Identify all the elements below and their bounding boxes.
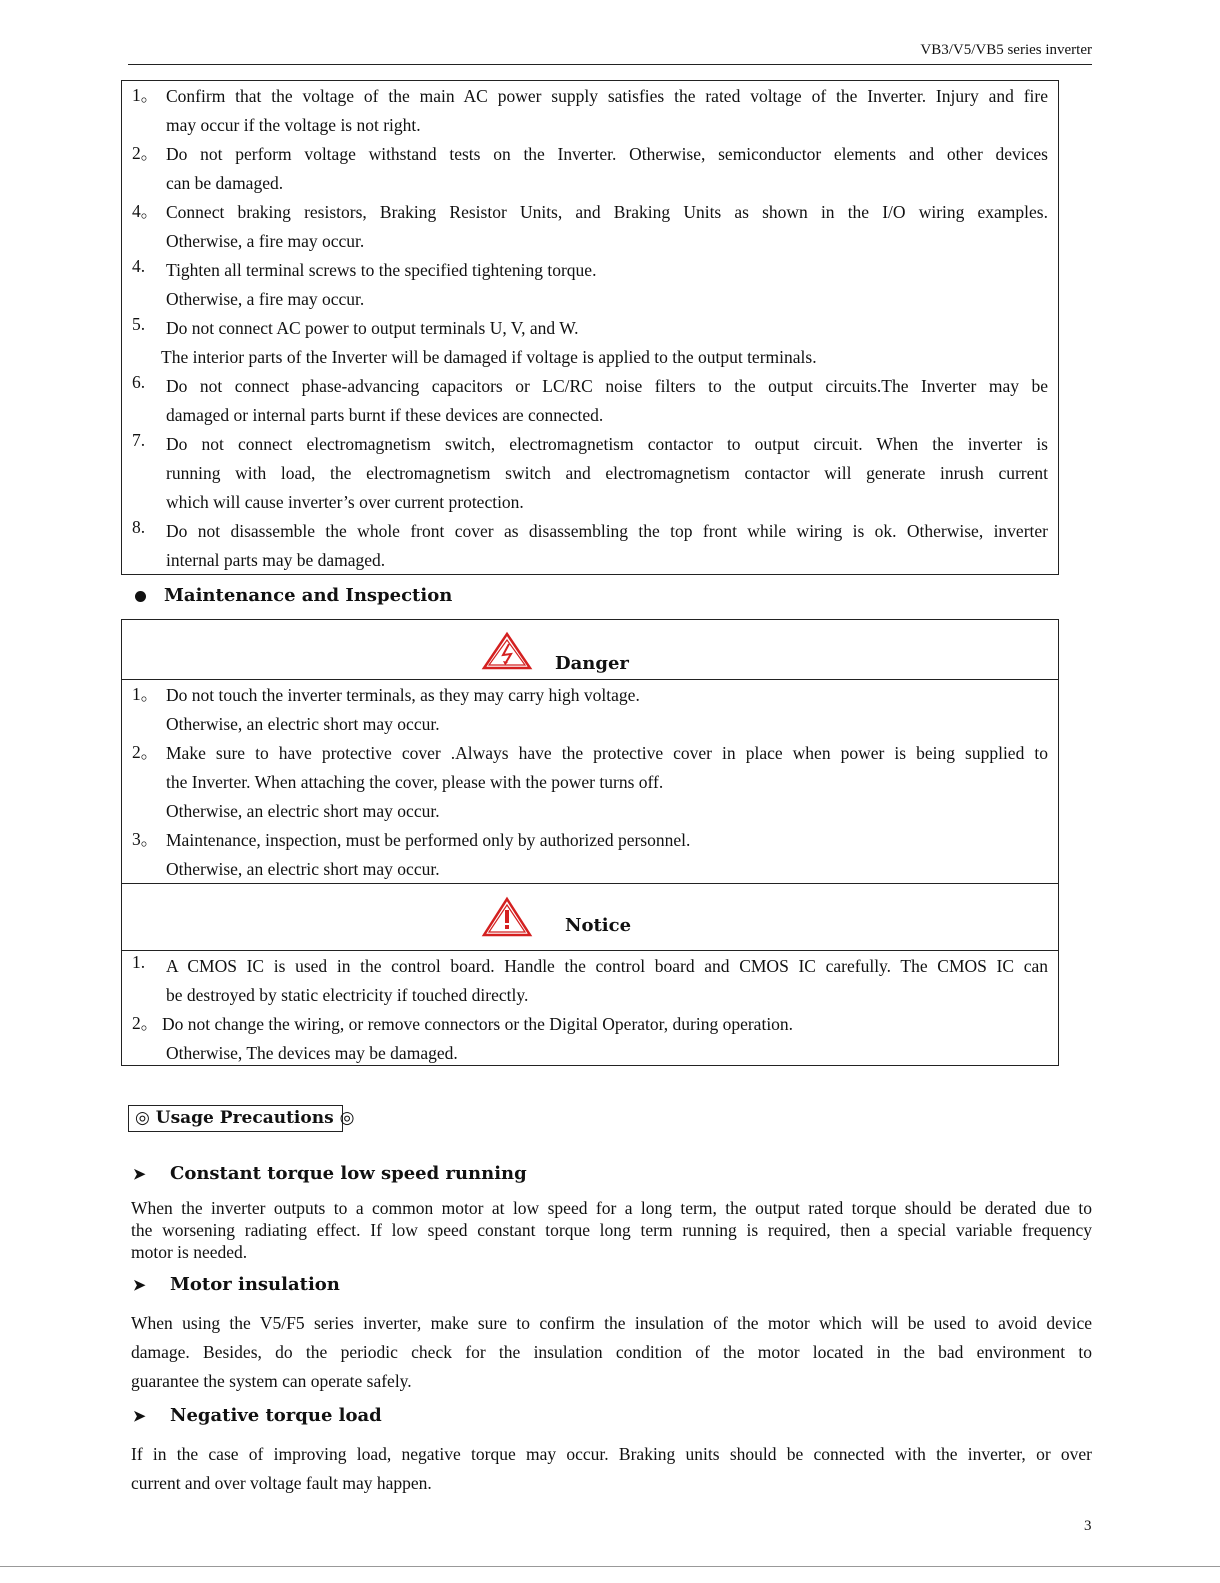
item-line: may occur if the voltage is not right.	[166, 115, 421, 135]
danger-title: Danger	[555, 653, 629, 674]
item-line: Tighten all terminal screws to the specified tightening torque.	[166, 260, 597, 280]
item-line: Do not perform voltage withstand tests on the Inverter. Otherwise, semiconductor elements and other devices	[166, 144, 1048, 164]
item-number: 1。	[132, 85, 159, 105]
item-line: A CMOS IC is used in the control board. Handle the control board and CMOS IC carefully. The CMOS IC can	[166, 956, 1048, 976]
section-heading: Maintenance and Inspection	[164, 585, 453, 606]
section-title: Negative torque load	[170, 1405, 382, 1426]
paragraph-line: guarantee the system can operate safely.	[131, 1371, 412, 1391]
item-number: 7.	[132, 430, 146, 450]
item-line: Otherwise, a fire may occur.	[166, 231, 365, 251]
paragraph	[131, 1309, 1092, 1396]
list-item	[122, 140, 1048, 198]
page-number: 3	[1084, 1518, 1092, 1534]
list-item	[122, 739, 1048, 826]
item-number: 2。	[132, 742, 159, 762]
section-title: Motor insulation	[170, 1274, 340, 1295]
list-item	[122, 343, 1048, 372]
paragraph-line: current and over voltage fault may happen.	[131, 1473, 432, 1493]
item-line: Do not connect electromagnetism switch, electromagnetism contactor to output circuit. When the inverter is	[166, 434, 1048, 454]
wiring-warning-box	[121, 80, 1059, 575]
section-heading	[133, 1405, 382, 1426]
arrowhead-icon: ➤	[133, 1276, 146, 1294]
lightning-warning-triangle-icon	[481, 631, 533, 671]
paragraph-line: When the inverter outputs to a common motor at low speed for a long term, the output rated torque should be derated due to	[131, 1198, 1092, 1218]
item-number: 1.	[132, 952, 146, 972]
item-number: 2。	[132, 1013, 159, 1033]
danger-title-row	[122, 620, 1058, 679]
item-line: can be damaged.	[166, 173, 284, 193]
notice-items	[122, 950, 1058, 1065]
list-item	[122, 314, 1048, 343]
item-line: Otherwise, a fire may occur.	[166, 289, 365, 309]
item-line: Otherwise, an electric short may occur.	[166, 801, 440, 821]
item-line: Maintenance, inspection, must be performed only by authorized personnel.	[166, 830, 691, 850]
item-line: Otherwise, an electric short may occur.	[166, 714, 440, 734]
item-line: Do not connect AC power to output terminals U, V, and W.	[166, 318, 579, 338]
list-item	[122, 82, 1048, 140]
list-item	[122, 372, 1048, 430]
paragraph-line: damage. Besides, do the periodic check for the insulation condition of the motor located in the bad environment to	[131, 1342, 1092, 1362]
maintenance-box	[121, 619, 1059, 1066]
item-line: Connect braking resistors, Braking Resistor Units, and Braking Units as shown in the I/O wiring examples.	[166, 202, 1048, 222]
paragraph-line: If in the case of improving load, negative torque may occur. Braking units should be connected with the inverter, or over	[131, 1444, 1092, 1464]
item-line: Do not disassemble the whole front cover as disassembling the top front while wiring is ok. Otherwise, inverter	[166, 521, 1048, 541]
list-item	[122, 952, 1048, 1010]
paragraph-line: the worsening radiating effect. If low speed constant torque long term running is required, then a special variable frequency	[131, 1220, 1092, 1240]
list-item	[122, 1010, 1048, 1068]
item-line: which will cause inverter’s over current protection.	[166, 492, 524, 512]
item-line: Do not touch the inverter terminals, as they may carry high voltage.	[166, 685, 640, 705]
item-line: be destroyed by static electricity if touched directly.	[166, 985, 529, 1005]
section-title: Constant torque low speed running	[170, 1163, 527, 1184]
arrowhead-icon: ➤	[133, 1165, 146, 1183]
item-number: 5.	[132, 314, 146, 334]
item-line: Do not change the wiring, or remove connectors or the Digital Operator, during operation.	[162, 1014, 794, 1034]
item-number: 2。	[132, 143, 159, 163]
item-number: 1。	[132, 684, 159, 704]
item-number: 6.	[132, 372, 146, 392]
item-line: running with load, the electromagnetism switch and electromagnetism contactor will generate inrush current	[166, 463, 1048, 483]
section-heading	[133, 1274, 340, 1295]
list-item	[122, 681, 1048, 739]
header-rule	[128, 64, 1092, 65]
arrowhead-icon: ➤	[133, 1407, 146, 1425]
list-item	[122, 517, 1048, 575]
danger-items	[122, 679, 1058, 883]
list-item	[122, 826, 1048, 884]
item-line: Make sure to have protective cover .Always have the protective cover in place when power is being supplied to	[166, 743, 1048, 763]
bullet-icon	[135, 591, 146, 602]
notice-title: Notice	[565, 915, 632, 936]
item-line: internal parts may be damaged.	[166, 550, 386, 570]
paragraph-line: When using the V5/F5 series inverter, make sure to confirm the insulation of the motor which will be used to avoid device	[131, 1313, 1092, 1333]
item-line: Confirm that the voltage of the main AC power supply satisfies the rated voltage of the Inverter. Injury and fire	[166, 86, 1048, 106]
item-number: 8.	[132, 517, 146, 537]
item-number: 4.	[132, 256, 146, 276]
item-line: The interior parts of the Inverter will be damaged if voltage is applied to the output terminals.	[161, 347, 817, 367]
list-item	[122, 256, 1048, 314]
paragraph	[131, 1197, 1092, 1263]
item-number: 3。	[132, 829, 159, 849]
item-line: the Inverter. When attaching the cover, please with the power turns off.	[166, 772, 664, 792]
bottom-rule	[0, 1566, 1220, 1567]
list-item	[122, 198, 1048, 256]
item-line: Do not connect phase-advancing capacitors or LC/RC noise filters to the output circuits.The Inverter may be	[166, 376, 1048, 396]
item-line: Otherwise, an electric short may occur.	[166, 859, 440, 879]
section-heading	[133, 1163, 527, 1184]
item-number: 4。	[132, 201, 159, 221]
usage-precautions-heading: ◎ Usage Precautions ◎	[128, 1105, 343, 1132]
list-item	[122, 430, 1048, 517]
paragraph-line: motor is needed.	[131, 1242, 248, 1262]
item-line: damaged or internal parts burnt if these devices are connected.	[166, 405, 604, 425]
item-line: Otherwise, The devices may be damaged.	[166, 1043, 458, 1063]
paragraph	[131, 1440, 1092, 1498]
header-title: VB3/V5/VB5 series inverter	[920, 42, 1092, 58]
notice-title-row	[122, 883, 1058, 950]
exclamation-warning-triangle-icon	[481, 896, 533, 938]
